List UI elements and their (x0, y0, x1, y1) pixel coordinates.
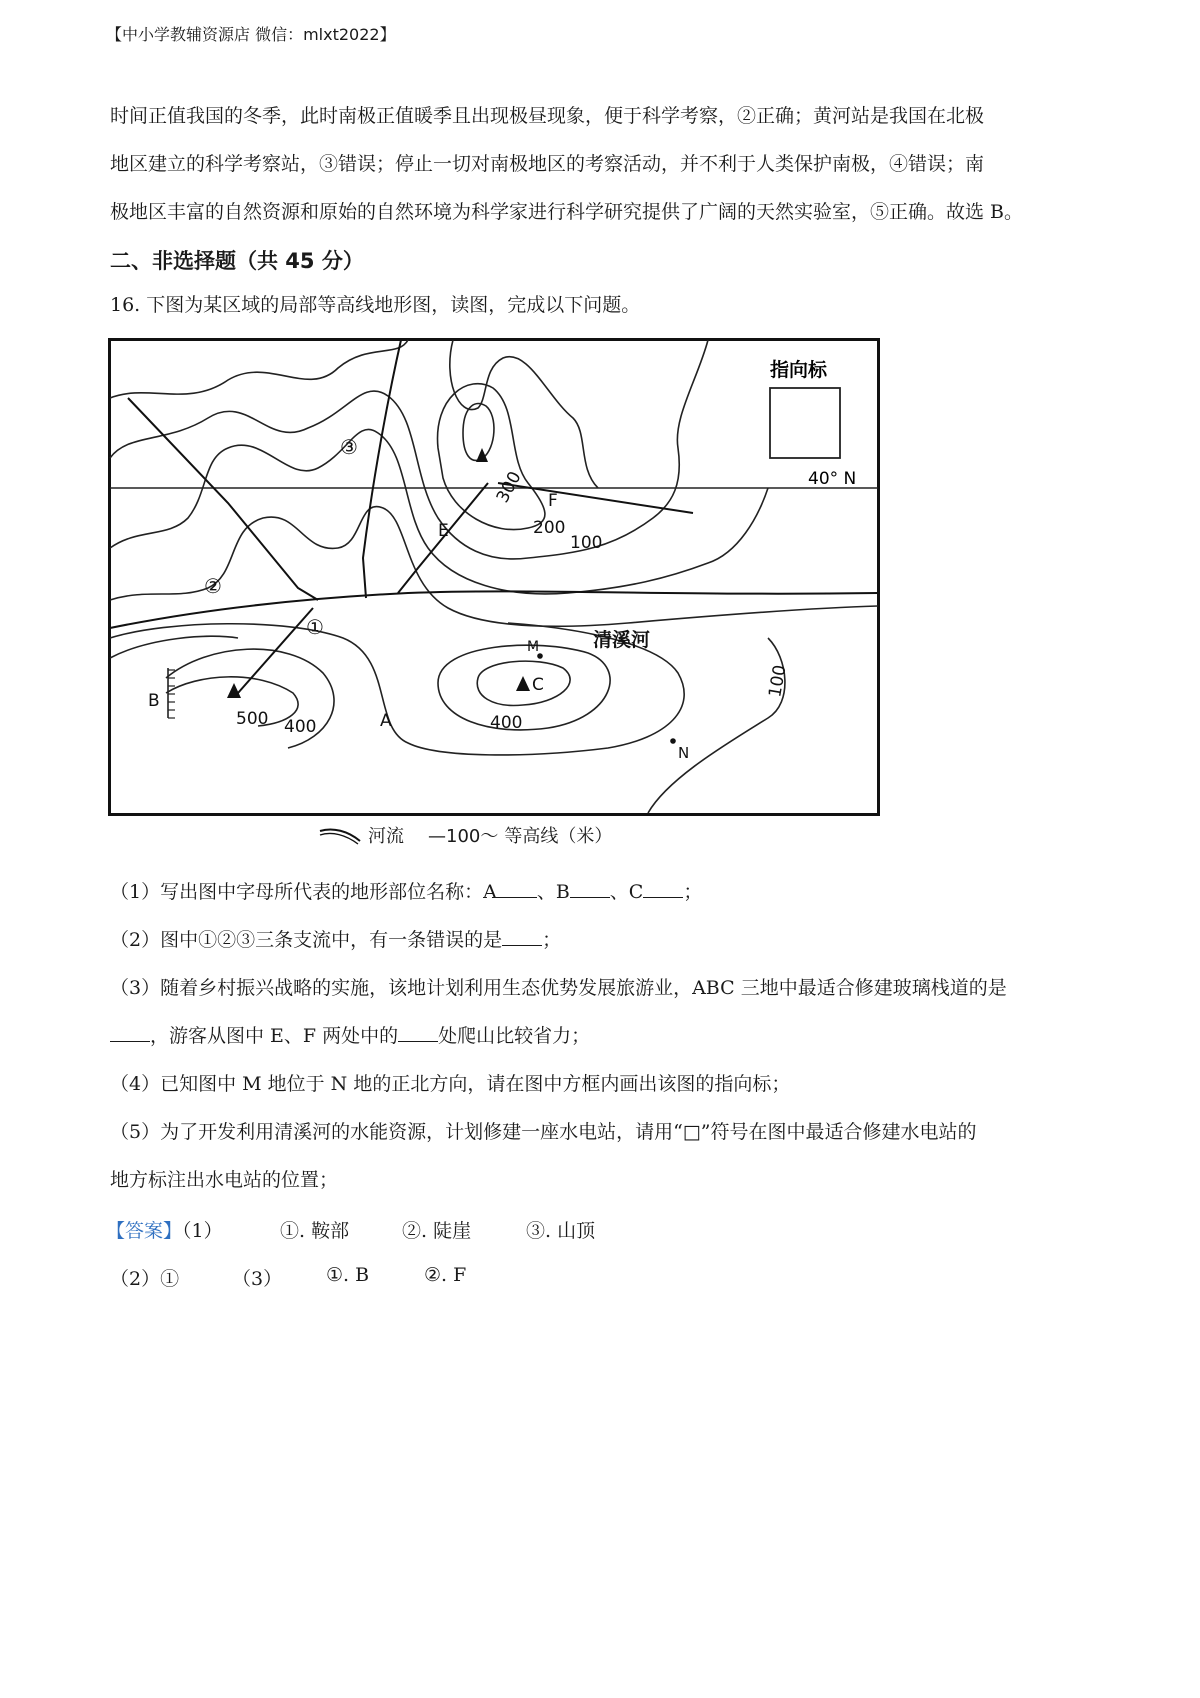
paragraph-line-1: 时间正值我国的冬季，此时南极正值暖季且出现极昼现象，便于科学考察，②正确；黄河站是我国在北极 (110, 105, 985, 127)
contour-label-500: 500 (236, 709, 269, 729)
answer-1-a: ①. 鞍部 (280, 1220, 350, 1242)
label-m: M (527, 639, 540, 655)
subquestion-5-line-2: 地方标注出水电站的位置； (110, 1169, 339, 1191)
contour-label-400-west: 400 (284, 717, 317, 737)
label-c: C (532, 675, 544, 695)
tributary-label-1: ① (306, 615, 324, 639)
contour-label-100: 100 (570, 533, 603, 553)
label-a: A (380, 711, 392, 731)
question-stem: 16. 下图为某区域的局部等高线地形图，读图，完成以下问题。 (110, 294, 641, 316)
subquestion-3-line-1: （3）随着乡村振兴战略的实施，该地计划利用生态优势发展旅游业，ABC 三地中最适合修建玻璃栈道的是 (110, 977, 1007, 999)
tributary-label-3: ③ (340, 435, 358, 459)
point-n (670, 738, 676, 744)
page-header: 【中小学教辅资源店 微信：mlxt2022】 (106, 25, 396, 44)
contour-label-400-east: 400 (490, 713, 523, 733)
answer-3-b: ②. F (424, 1264, 467, 1286)
answer-2: （2）① (110, 1268, 180, 1290)
label-e: E (438, 521, 449, 541)
answer-3-a: ①. B (326, 1264, 370, 1286)
label-f: F (548, 491, 558, 511)
subquestion-3-line-2: ，游客从图中 E、F 两处中的 处爬山比较省力； (110, 1024, 590, 1048)
section-title: 二、非选择题（共 45 分） (110, 249, 364, 273)
latitude-label: 40° N (808, 469, 857, 489)
answer-label: 【答案】（1） (106, 1220, 223, 1242)
answer-3-label: （3） (232, 1268, 283, 1290)
subquestion-1: （1）写出图中字母所代表的地形部位名称：A 、B 、C ； (110, 881, 703, 903)
compass-label: 指向标 (770, 359, 828, 381)
label-n: N (678, 744, 690, 762)
legend-contour-label: 等高线（米） (504, 826, 613, 847)
answer-1-b: ②. 陡崖 (402, 1220, 472, 1242)
answer-1-c: ③. 山顶 (526, 1220, 596, 1242)
subquestion-4: （4）已知图中 M 地位于 N 地的正北方向，请在图中方框内画出该图的指向标； (110, 1073, 791, 1095)
map-frame (110, 340, 879, 815)
legend-contour-sample: —100～ (428, 826, 499, 847)
label-b: B (148, 691, 160, 711)
paragraph-line-3: 极地区丰富的自然资源和原始的自然环境为科学家进行科学研究提供了广阔的天然实验室，⑤正确。故选 B。 (110, 201, 1024, 223)
contour-map (108, 338, 880, 816)
contour-label-300: 300 (492, 468, 526, 507)
contour-label-200: 200 (533, 518, 566, 538)
subquestion-2: （2）图中①②③三条支流中，有一条错误的是 ； (110, 929, 562, 951)
map-legend (318, 822, 612, 848)
river-label: 清溪河 (593, 629, 651, 651)
tributary-label-2: ② (204, 574, 222, 598)
river-legend-icon (318, 825, 362, 845)
paragraph-line-2: 地区建立的科学考察站，③错误；停止一切对南极地区的考察活动，并不利于人类保护南极，④错误；南 (110, 153, 985, 175)
contour-label-100-east: 100 (765, 663, 791, 699)
subquestion-5-line-1: （5）为了开发利用清溪河的水能资源，计划修建一座水电站，请用“□”符号在图中最适合修建水电站的 (110, 1121, 977, 1143)
legend-river-label: 河流 (368, 826, 404, 847)
